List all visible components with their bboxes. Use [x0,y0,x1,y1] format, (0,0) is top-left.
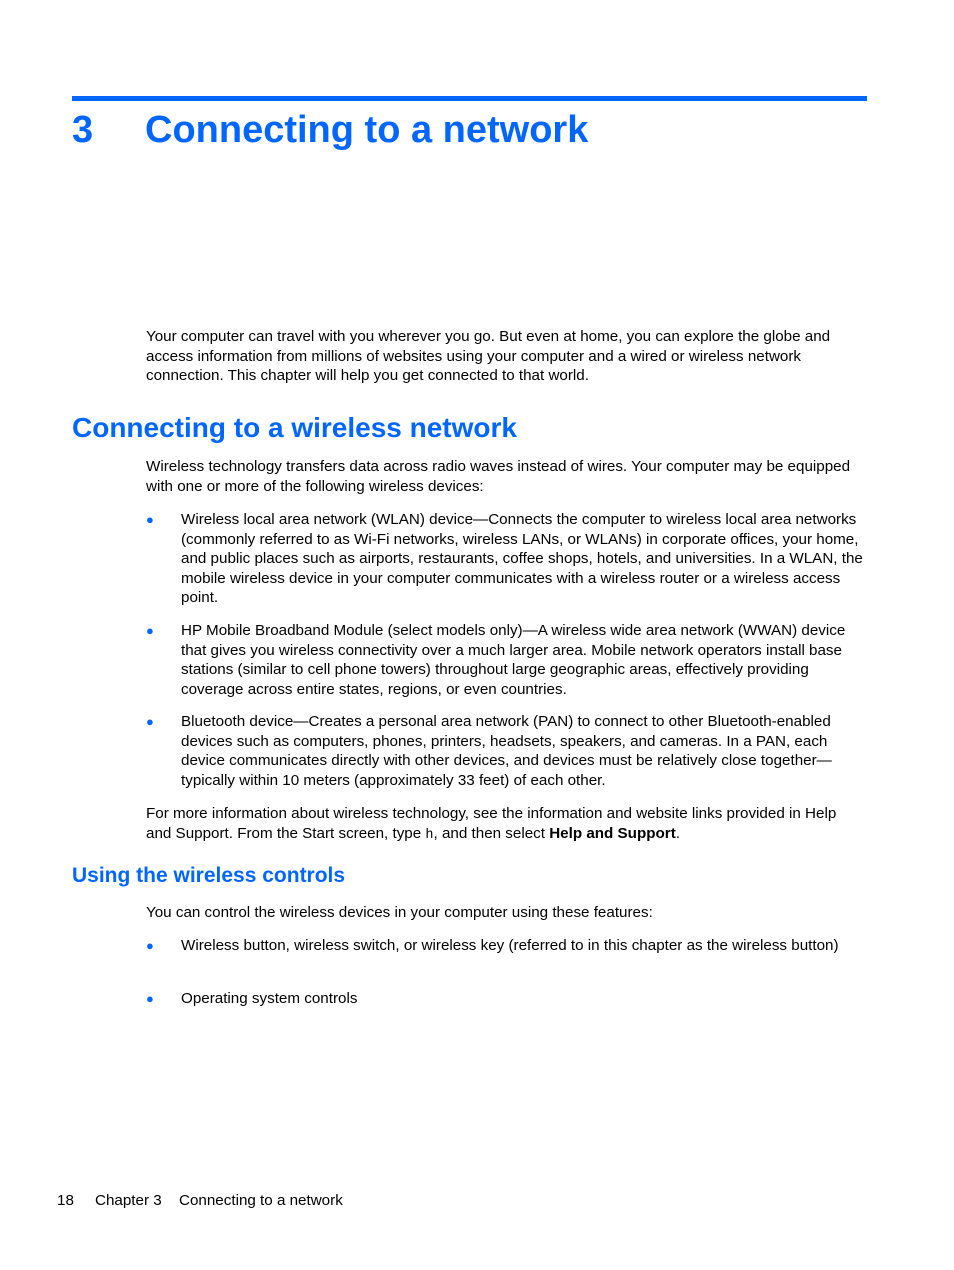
chapter-intro: Your computer can travel with you wherever you go. But even at home, you can explore the globe and access information from millions of websites using your computer and a wired or wireless network connection. This chapter will help you get connected to that world. [146,328,831,384]
more-info-paragraph [146,804,861,845]
more-info-text-3: . [675,824,680,842]
list-item-text: HP Mobile Broadband Module (select models only)—A wireless wide area network (WWAN) device that gives you wireless connectivity over a much larger area. Mobile network operators install base stations (similar to cell phone towers) throughout large geographic areas, effectively providing coverage across entire states, regions, or even countries. [181,622,846,698]
list-item-text: Bluetooth device—Creates a personal area network (PAN) to connect to other Bluetooth-enabled devices such as computers, phones, printers, headsets, speakers, and cameras. In a PAN, each device communicates directly with other devices, and devices must be relatively close together—typically within 10 meters (approximately 33 feet) of each other. [181,713,832,789]
page-number: 18 [57,1192,74,1209]
chapter-title-text: Connecting to a network [145,109,589,151]
help-and-support-bold: Help and Support [549,824,676,842]
chapter-title [72,106,588,154]
bullet-icon: ● [146,512,154,527]
section-heading-controls: Using the wireless controls [72,864,346,887]
bullet-icon: ● [146,714,154,729]
bullet-icon: ● [146,623,154,638]
section-heading-wireless: Connecting to a wireless network [72,412,517,443]
bullet-icon: ● [146,991,154,1006]
list-item-text: Operating system controls [181,990,358,1007]
more-info-code: h [425,827,434,843]
wireless-intro: Wireless technology transfers data across radio waves instead of wires. Your computer may be equipped with one or more of the following wireless devices: [146,458,851,495]
list-item-text: Wireless local area network (WLAN) device—Connects the computer to wireless local area networks (commonly referred to as Wi-Fi networks, wireless LANs, or WLANs) in corporate offices, your home, and public places such as airports, restaurants, coffee shops, hotels, and universities. In a WLAN, the mobile wireless device in your computer communicates with a wireless router or a wireless access point. [181,511,863,606]
more-info-text: For more information about wireless technology, see the information and website links provided in Help and Support. From the Start screen, type [146,805,837,842]
page-footer [57,1191,343,1211]
footer-chapter-title: Connecting to a network [179,1192,343,1209]
footer-chapter-label: Chapter 3 [95,1192,162,1209]
controls-intro: You can control the wireless devices in your computer using these features: [146,904,653,921]
chapter-rule [72,96,867,101]
chapter-number: 3 [72,109,94,151]
list-item-text: Wireless button, wireless switch, or wireless key (referred to in this chapter as the wireless button) [181,937,839,954]
more-info-text-2: , and then select [433,824,550,842]
bullet-icon: ● [146,938,154,953]
